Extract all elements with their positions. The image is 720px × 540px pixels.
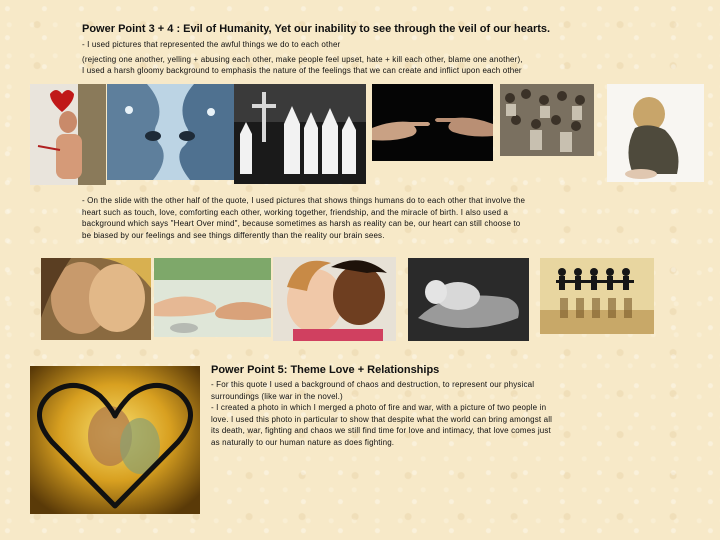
- section1-line: - I used pictures that represented the awful things we do to each other: [82, 40, 341, 49]
- section1-line: (rejecting one another, yelling + abusing each other, make people feel upset, hate + kill each other, blame one another),: [82, 54, 523, 64]
- section2-line: heart such as touch, love, comforting each other, working together, friendship, and the miracle of birth. I also used a: [82, 207, 509, 217]
- photo-sad-child: [607, 84, 704, 182]
- section3-line: - For this quote I used a background of chaos and destruction, to represent our physical: [211, 380, 535, 389]
- section2-text: [82, 195, 702, 241]
- photo-helping-hands: [154, 258, 271, 337]
- photo-broken-heart-man: [30, 84, 106, 185]
- section3-line: love. I used this photo in particular to show that despite what the world can bring amongst all: [211, 414, 553, 424]
- photo-yelling-faces: [107, 84, 234, 180]
- section2-line: - On the slide with the other half of the quote, I used pictures that shows things humans do to each other that involve the: [82, 196, 526, 205]
- section1-title: Power Point 3 + 4 : Evil of Humanity, Yet our inability to see through the veil of our hearts.: [82, 23, 551, 35]
- section3-line: its death, war, fighting and chaos we still find time for love and intimacy, that love comes just: [211, 426, 551, 435]
- photo-newborn-hands: [408, 258, 529, 341]
- section1-text: [82, 39, 702, 77]
- section3-line: surroundings (like war in the novel.): [211, 391, 343, 401]
- photo-girls-hugging: [273, 257, 396, 341]
- section2-line: be biased by our feelings and see things differently than the reality our brain sees.: [82, 230, 385, 240]
- photo-pointing-hands: [372, 84, 493, 161]
- section3-line: as naturally to our human nature as does fighting.: [211, 437, 395, 447]
- photo-paper-chain: [540, 258, 654, 334]
- section2-line: background which says "Heart Over mind", because sometimes as harsh as reality can be, our heart can still choose to: [82, 219, 521, 228]
- section3-text: [211, 379, 631, 448]
- section1-line: I used a harsh gloomy background to emphasis the nature of the feelings that we can create and inflict upon each other: [82, 66, 522, 75]
- section3-line: - I created a photo in which I merged a photo of fire and war, with a picture of two people in: [211, 403, 547, 412]
- section3-title: Power Point 5: Theme Love + Relationships: [211, 364, 440, 376]
- photo-couple-embrace: [41, 258, 151, 340]
- photo-kkk-rally: [234, 84, 366, 184]
- photo-heart-collage: [30, 366, 200, 514]
- photo-crowd-fight: [500, 84, 594, 156]
